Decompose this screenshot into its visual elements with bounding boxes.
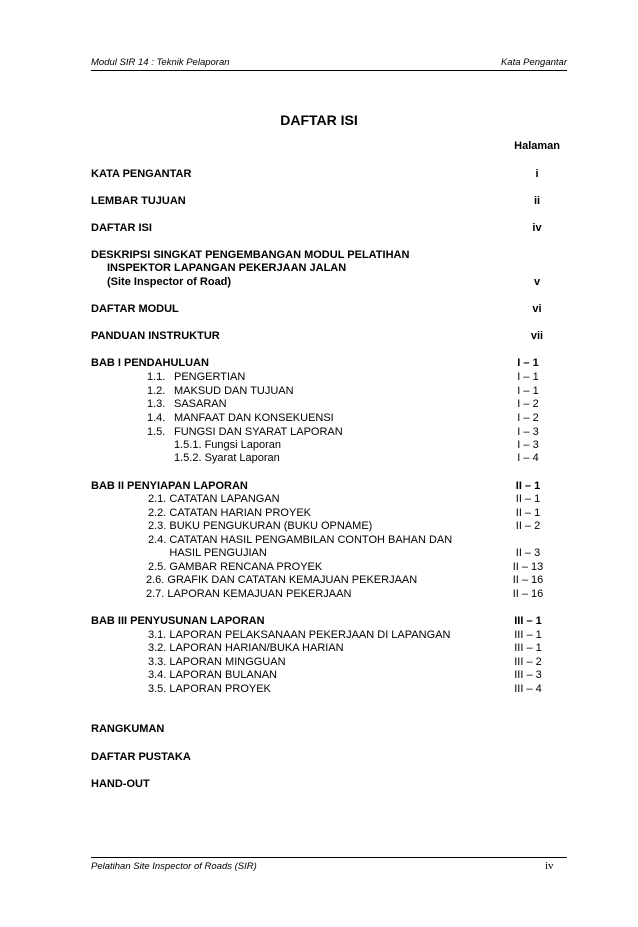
toc-item-text: 2.1. CATATAN LAPANGAN [148,493,280,505]
toc-item-num: 1.4. [147,412,166,424]
toc-item-num: 1.2. [147,385,166,397]
toc-item-page: I – 2 [517,412,539,424]
toc-item-page: II – 1 [515,507,541,519]
toc-item-page: II – 1 [515,493,541,505]
toc-item-page: III – 1 [514,642,542,654]
toc-item-text: 3.1. LAPORAN PELAKSANAAN PEKERJAAN DI LAPANGAN [148,629,451,641]
toc-page-daftar-isi: iv [532,222,542,234]
toc-page-panduan-instruktur: vii [530,330,544,342]
toc-item-text: 2.4. CATATAN HASIL PENGAMBILAN CONTOH BAHAN DAN [148,534,453,546]
toc-chapter-2-page: II – 1 [515,480,541,492]
toc-item-text: 3.5. LAPORAN PROYEK [148,683,271,695]
toc-item-text: 2.7. LAPORAN KEMAJUAN PEKERJAAN [146,588,352,600]
toc-entry-deskripsi-line1: DESKRIPSI SINGKAT PENGEMBANGAN MODUL PELATIHAN [91,249,410,261]
toc-chapter-1-page: I – 1 [517,357,539,369]
toc-item-page: III – 1 [514,629,542,641]
toc-subitem-text: 1.5.2. Syarat Laporan [174,452,280,464]
toc-item-page: II – 16 [512,574,544,586]
toc-page-kata-pengantar: i [535,168,539,180]
footer-page-number: iv [545,860,554,872]
toc-item-num: 1.5. [147,426,166,438]
toc-item-text: 3.4. LAPORAN BULANAN [148,669,277,681]
toc-item-page: III – 2 [514,656,542,668]
toc-subitem-page: I – 4 [517,452,539,464]
toc-entry-daftar-isi: DAFTAR ISI [91,222,152,234]
toc-item-page: II – 16 [512,588,544,600]
toc-item-text: SASARAN [174,398,227,410]
page-title: DAFTAR ISI [280,112,358,128]
toc-item-page: I – 1 [517,371,539,383]
toc-item-text: 3.3. LAPORAN MINGGUAN [148,656,286,668]
toc-entry-rangkuman: RANGKUMAN [91,723,165,735]
toc-entry-hand-out: HAND-OUT [91,778,150,790]
toc-item-text: FUNGSI DAN SYARAT LAPORAN [174,426,343,438]
toc-entry-daftar-modul: DAFTAR MODUL [91,303,179,315]
toc-item-text: 2.3. BUKU PENGUKURAN (BUKU OPNAME) [148,520,373,532]
toc-item-text: HASIL PENGUJIAN [148,547,267,559]
toc-item-page: III – 3 [514,669,542,681]
toc-item-num: 1.3. [147,398,166,410]
toc-item-num: 1.1. [147,371,166,383]
toc-item-page: II – 3 [515,547,541,559]
toc-item-page: III – 4 [514,683,542,695]
toc-chapter-3-title: BAB III PENYUSUNAN LAPORAN [91,615,265,627]
toc-item-text: PENGERTIAN [174,371,246,383]
toc-item-page: I – 1 [517,385,539,397]
toc-entry-panduan-instruktur: PANDUAN INSTRUKTUR [91,330,220,342]
toc-item-page: II – 13 [512,561,544,573]
toc-item-text: 3.2. LAPORAN HARIAN/BUKA HARIAN [148,642,344,654]
footer-rule [91,857,567,858]
toc-entry-deskripsi-line3: (Site Inspector of Road) [107,276,232,288]
toc-item-page: I – 3 [517,426,539,438]
footer-course-title: Pelatihan Site Inspector of Roads (SIR) [91,861,257,872]
toc-entry-kata-pengantar: KATA PENGANTAR [91,168,192,180]
toc-entry-deskripsi-line2: INSPEKTOR LAPANGAN PEKERJAAN JALAN [107,262,347,274]
toc-item-text: MAKSUD DAN TUJUAN [174,385,294,397]
toc-item-text: 2.2. CATATAN HARIAN PROYEK [148,507,311,519]
toc-chapter-2-title: BAB II PENYIAPAN LAPORAN [91,480,248,492]
toc-entry-daftar-pustaka: DAFTAR PUSTAKA [91,751,191,763]
toc-page-deskripsi: v [533,276,541,288]
header-section-title: Kata Pengantar [500,57,567,68]
halaman-label: Halaman [514,140,560,152]
toc-subitem-page: I – 3 [517,439,539,451]
toc-item-text: 2.6. GRAFIK DAN CATATAN KEMAJUAN PEKERJAAN [146,574,418,586]
toc-item-page: I – 2 [517,398,539,410]
header-module-title: Modul SIR 14 : Teknik Pelaporan [91,57,230,68]
toc-subitem-text: 1.5.1. Fungsi Laporan [174,439,282,451]
toc-chapter-1-title: BAB I PENDAHULUAN [91,357,209,369]
toc-entry-lembar-tujuan: LEMBAR TUJUAN [91,195,186,207]
toc-page-lembar-tujuan: ii [533,195,541,207]
toc-item-page: II – 2 [515,520,541,532]
toc-item-text: 2.5. GAMBAR RENCANA PROYEK [148,561,323,573]
toc-page-daftar-modul: vi [532,303,542,315]
toc-item-text: MANFAAT DAN KONSEKUENSI [174,412,334,424]
header-rule [91,70,567,71]
toc-chapter-3-page: III – 1 [514,615,542,627]
